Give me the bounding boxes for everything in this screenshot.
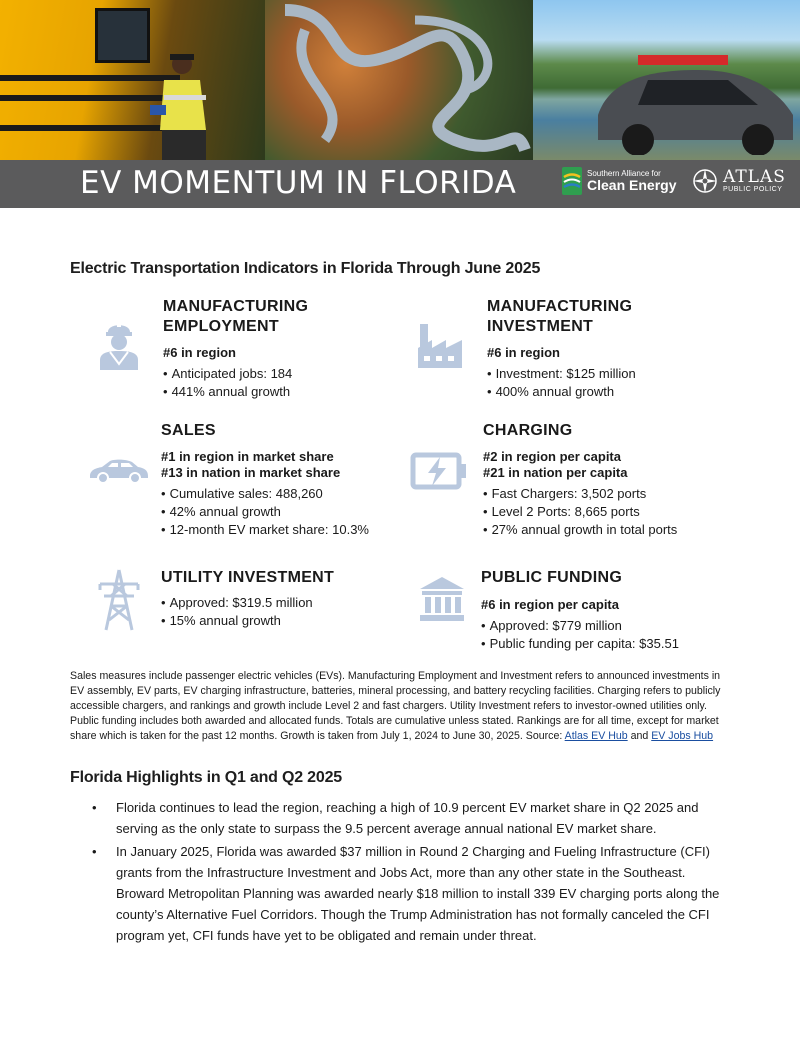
atlas-ev-hub-link[interactable]: Atlas EV Hub bbox=[564, 730, 628, 742]
manufacturing-investment-rank: #6 in region bbox=[487, 345, 560, 360]
sace-logo-icon bbox=[562, 167, 582, 195]
battery-charging-icon bbox=[410, 452, 468, 490]
atlas-logo bbox=[692, 168, 786, 194]
sace-logo bbox=[562, 167, 676, 195]
manufacturing-employment-title: MANUFACTURING EMPLOYMENT bbox=[163, 298, 309, 335]
sales-rank-region: #1 in region in market share bbox=[161, 449, 334, 464]
list-item: • 42% annual growth bbox=[161, 503, 369, 521]
sales-block bbox=[161, 421, 369, 539]
note-conjunction: and bbox=[627, 730, 652, 742]
list-item: • 441% annual growth bbox=[163, 383, 308, 401]
atlas-logo-big: ATLAS bbox=[723, 167, 786, 187]
atlas-compass-icon bbox=[692, 168, 718, 194]
sace-logo-big: Clean Energy bbox=[587, 177, 677, 193]
charging-rank-region: #2 in region per capita bbox=[483, 449, 621, 464]
list-item: • Approved: $779 million bbox=[481, 617, 679, 635]
list-item: • Level 2 Ports: 8,665 ports bbox=[483, 503, 677, 521]
manufacturing-employment-block bbox=[163, 297, 308, 401]
public-funding-block bbox=[481, 568, 679, 653]
list-item: • Approved: $319.5 million bbox=[161, 594, 334, 612]
list-item: • Cumulative sales: 488,260 bbox=[161, 485, 369, 503]
government-building-icon bbox=[418, 575, 466, 623]
manufacturing-employment-rank: #6 in region bbox=[163, 345, 236, 360]
utility-investment-title: UTILITY INVESTMENT bbox=[161, 569, 335, 586]
list-item: • Investment: $125 million bbox=[487, 365, 636, 383]
list-item: • In January 2025, Florida was awarded $37 million in Round 2 Charging and Fueling Infrastructure (CFI) grants from the Infrastructure Investment and Jobs Act, more than any other state in the Southeast. Broward Metropolitan Planning was awarded nearly $18 million to install 339 EV charging ports along the county’s Alternative Fuel Corridors. Though the Trump Administration has not formally canceled the CFI program yet, CFI funds have yet to be obligated and remain under threat. bbox=[92, 844, 720, 943]
list-item: • 400% annual growth bbox=[487, 383, 636, 401]
list-item: • 15% annual growth bbox=[161, 612, 334, 630]
public-funding-title: PUBLIC FUNDING bbox=[481, 569, 623, 586]
list-item: • 27% annual growth in total ports bbox=[483, 521, 677, 539]
highlights-list bbox=[92, 797, 732, 948]
list-item: • 12-month EV market share: 10.3% bbox=[161, 521, 369, 539]
factory-icon bbox=[416, 322, 464, 370]
sales-title: SALES bbox=[161, 422, 216, 439]
car-icon bbox=[88, 458, 150, 484]
sales-rank-nation: #13 in nation in market share bbox=[161, 465, 341, 480]
manufacturing-investment-title: MANUFACTURING INVESTMENT bbox=[487, 298, 633, 335]
ev-jobs-hub-link[interactable]: EV Jobs Hub bbox=[651, 730, 714, 742]
public-funding-rank: #6 in region per capita bbox=[481, 597, 619, 612]
charging-rank-nation: #21 in nation per capita bbox=[483, 465, 628, 480]
sace-logo-small: Southern Alliance for bbox=[587, 169, 661, 178]
highlights-heading: Florida Highlights in Q1 and Q2 2025 bbox=[70, 769, 342, 786]
utility-investment-block bbox=[161, 568, 334, 630]
electric-car-photo bbox=[533, 0, 800, 160]
manufacturing-investment-block bbox=[487, 297, 636, 401]
charging-title: CHARGING bbox=[483, 422, 573, 439]
list-item: • Public funding per capita: $35.51 bbox=[481, 635, 679, 653]
page-title: EV MOMENTUM IN FLORIDA bbox=[80, 165, 517, 201]
header-photos bbox=[0, 0, 800, 160]
winding-road-photo bbox=[265, 0, 533, 160]
worker-icon bbox=[96, 318, 142, 370]
school-bus-charging-photo bbox=[0, 0, 265, 160]
list-item: • Florida continues to lead the region, reaching a high of 10.9 percent EV market share in Q2 2025 and serving as the only state to surpass the 9.5 percent average annual national EV market share. bbox=[92, 800, 699, 836]
worker-figure bbox=[150, 50, 230, 160]
methodology-note-text: Sales measures include passenger electric vehicles (EVs). Manufacturing Employment and Investment refers to announced investments in EV assembly, EV parts, EV charging infrastructure, batteries, mineral processing, and battery recycling facilities. Charging refers to publicly accessible chargers, and rankings and growth include Level 2 and fast chargers. Utility Investment refers to investor-owned utilities only. Public funding includes both awarded and allocated funds. Totals are cumulative unless stated. Rankings are for all time, except for market share which is taken for the past 12 months. Growth is taken from July 1, 2024 to June 30, 2025. Source: bbox=[70, 670, 721, 742]
charging-block bbox=[483, 421, 677, 539]
methodology-note bbox=[70, 669, 732, 744]
atlas-logo-small: PUBLIC POLICY bbox=[723, 186, 783, 193]
indicators-heading: Electric Transportation Indicators in Florida Through June 2025 bbox=[70, 260, 541, 277]
list-item: • Fast Chargers: 3,502 ports bbox=[483, 485, 677, 503]
list-item: • Anticipated jobs: 184 bbox=[163, 365, 308, 383]
power-tower-icon bbox=[96, 568, 142, 632]
